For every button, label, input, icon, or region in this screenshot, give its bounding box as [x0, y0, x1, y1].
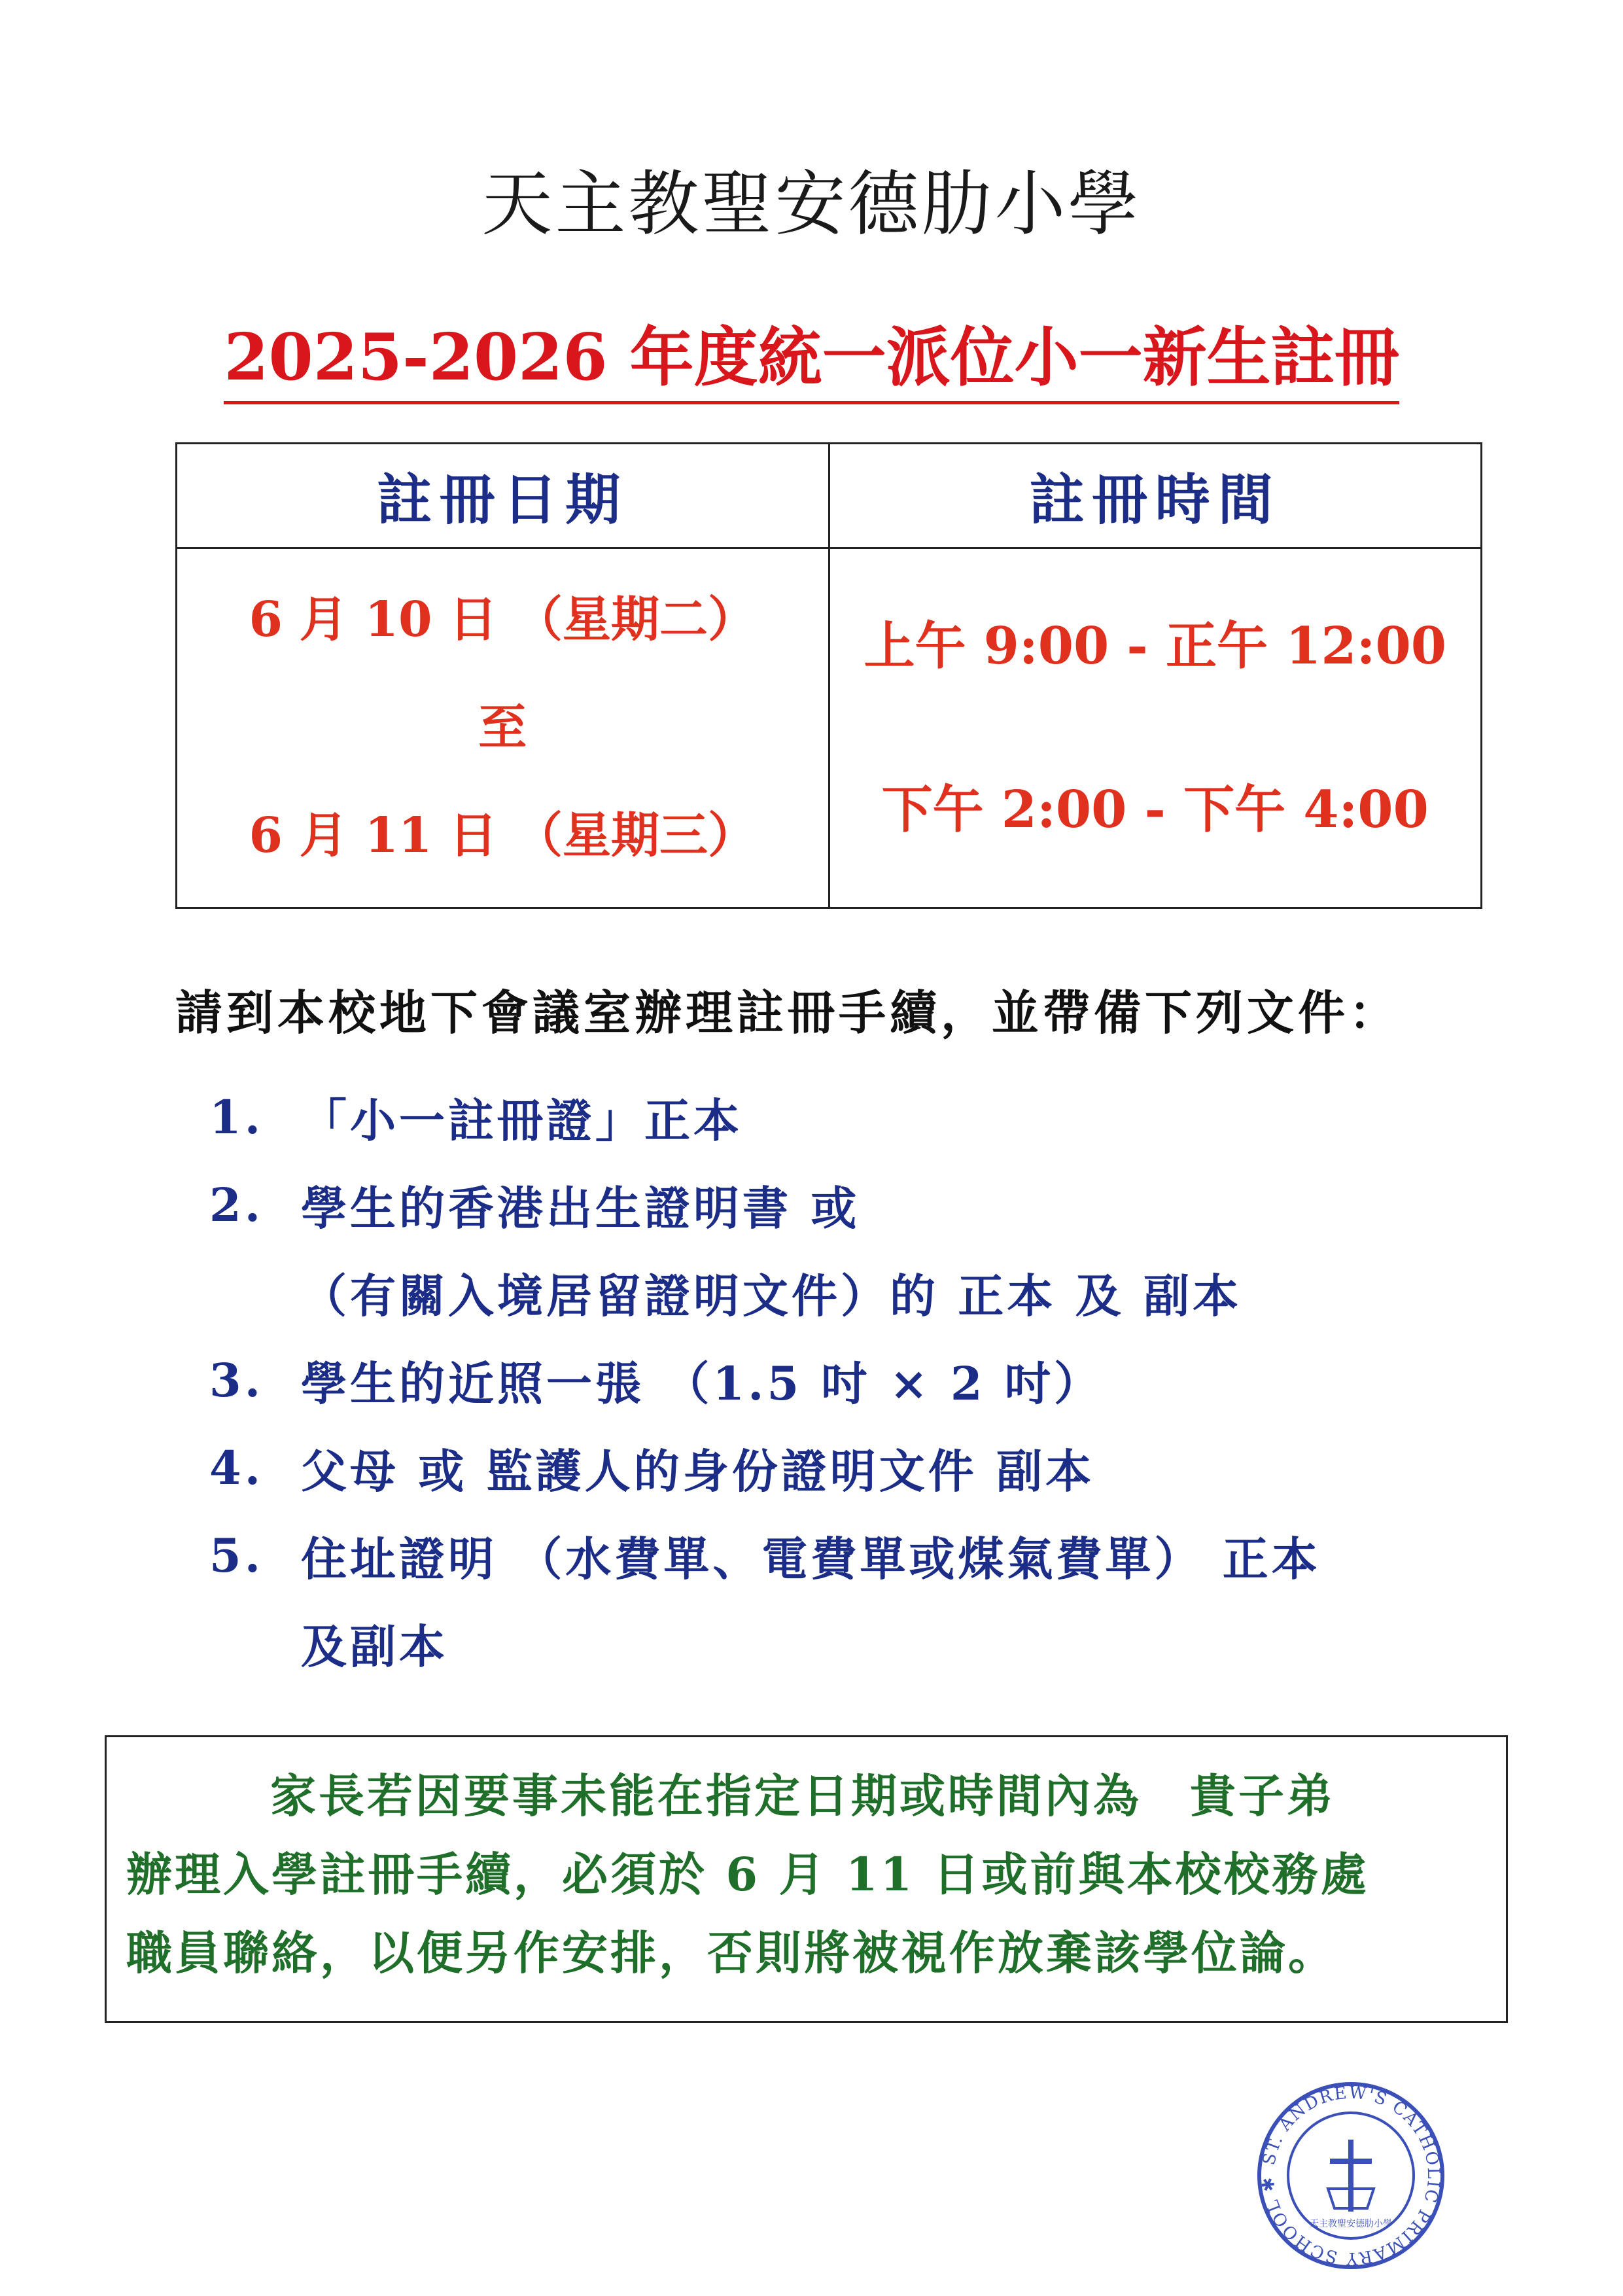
- time-cell: [829, 548, 1482, 908]
- date-cell: [177, 548, 829, 908]
- date-to: 至: [478, 699, 527, 756]
- instructions-intro: 請到本校地下會議室辦理註冊手續，並帶備下列文件：: [175, 985, 1401, 1040]
- list-item: [209, 1336, 1492, 1424]
- list-item-continuation: [209, 1248, 1492, 1336]
- list-item-number: 2.: [209, 1177, 264, 1232]
- list-item-text: 學生的近照一張 （1.5 吋 × 2 吋）: [301, 1356, 1103, 1411]
- header-time: 註冊時間: [829, 444, 1482, 548]
- school-seal-icon: [1253, 2077, 1449, 2274]
- list-item-text: 「小一註冊證」正本: [301, 1093, 742, 1148]
- list-item-text: （有關入境居留證明文件）的 正本 及 副本: [301, 1268, 1242, 1323]
- notice-line: 職員聯絡，以便另作安排，否則將被視作放棄該學位論。: [126, 1926, 1336, 1980]
- date-end: 6 月 11 日 （星期三）: [249, 807, 757, 864]
- time-afternoon: 下午 2:00 - 下午 4:00: [881, 779, 1429, 839]
- list-item: [209, 1161, 1492, 1248]
- notice-line: 家長若因要事未能在指定日期或時間內為 貴子弟: [270, 1769, 1335, 1823]
- list-item-continuation: [209, 1599, 1492, 1687]
- notice-box: [105, 1735, 1508, 2023]
- document-list: [209, 1073, 1492, 1687]
- registration-table: [175, 442, 1482, 909]
- table-header-row: [177, 444, 1482, 548]
- list-item-text: 住址證明 （水費單、電費單或煤氣費單） 正本: [301, 1531, 1321, 1586]
- svg-text:ST. ANDREW'S CATHOLIC PRIMARY: ST. ANDREW'S CATHOLIC PRIMARY SCHOOL ✱: [1258, 2083, 1444, 2269]
- list-item-text: 學生的香港出生證明書 或: [301, 1180, 860, 1235]
- list-item: [209, 1511, 1492, 1599]
- time-morning: 上午 9:00 - 正午 12:00: [864, 616, 1446, 676]
- list-item-number: 5.: [209, 1528, 264, 1583]
- page-title: [0, 306, 1623, 404]
- header-date: 註冊日期: [177, 444, 829, 548]
- list-item: [209, 1073, 1492, 1161]
- notice-line: 辦理入學註冊手續，必須於 6 月 11 日或前與本校校務處: [126, 1847, 1369, 1901]
- list-item-number: 3.: [209, 1352, 264, 1407]
- school-name: 天主教聖安德肋小學: [481, 164, 1142, 245]
- list-item: [209, 1424, 1492, 1511]
- svg-text:天主教聖安德肋小學: 天主教聖安德肋小學: [1310, 2219, 1392, 2229]
- table-row: [177, 548, 1482, 908]
- page-title-text: 2025-2026 年度統一派位小一新生註冊: [224, 306, 1399, 404]
- list-item-number: 4.: [209, 1440, 264, 1495]
- list-item-text: 及副本: [301, 1619, 448, 1674]
- list-item-number: 1.: [209, 1089, 264, 1144]
- date-start: 6 月 10 日 （星期二）: [249, 592, 757, 648]
- list-item-text: 父母 或 監護人的身份證明文件 副本: [301, 1443, 1095, 1498]
